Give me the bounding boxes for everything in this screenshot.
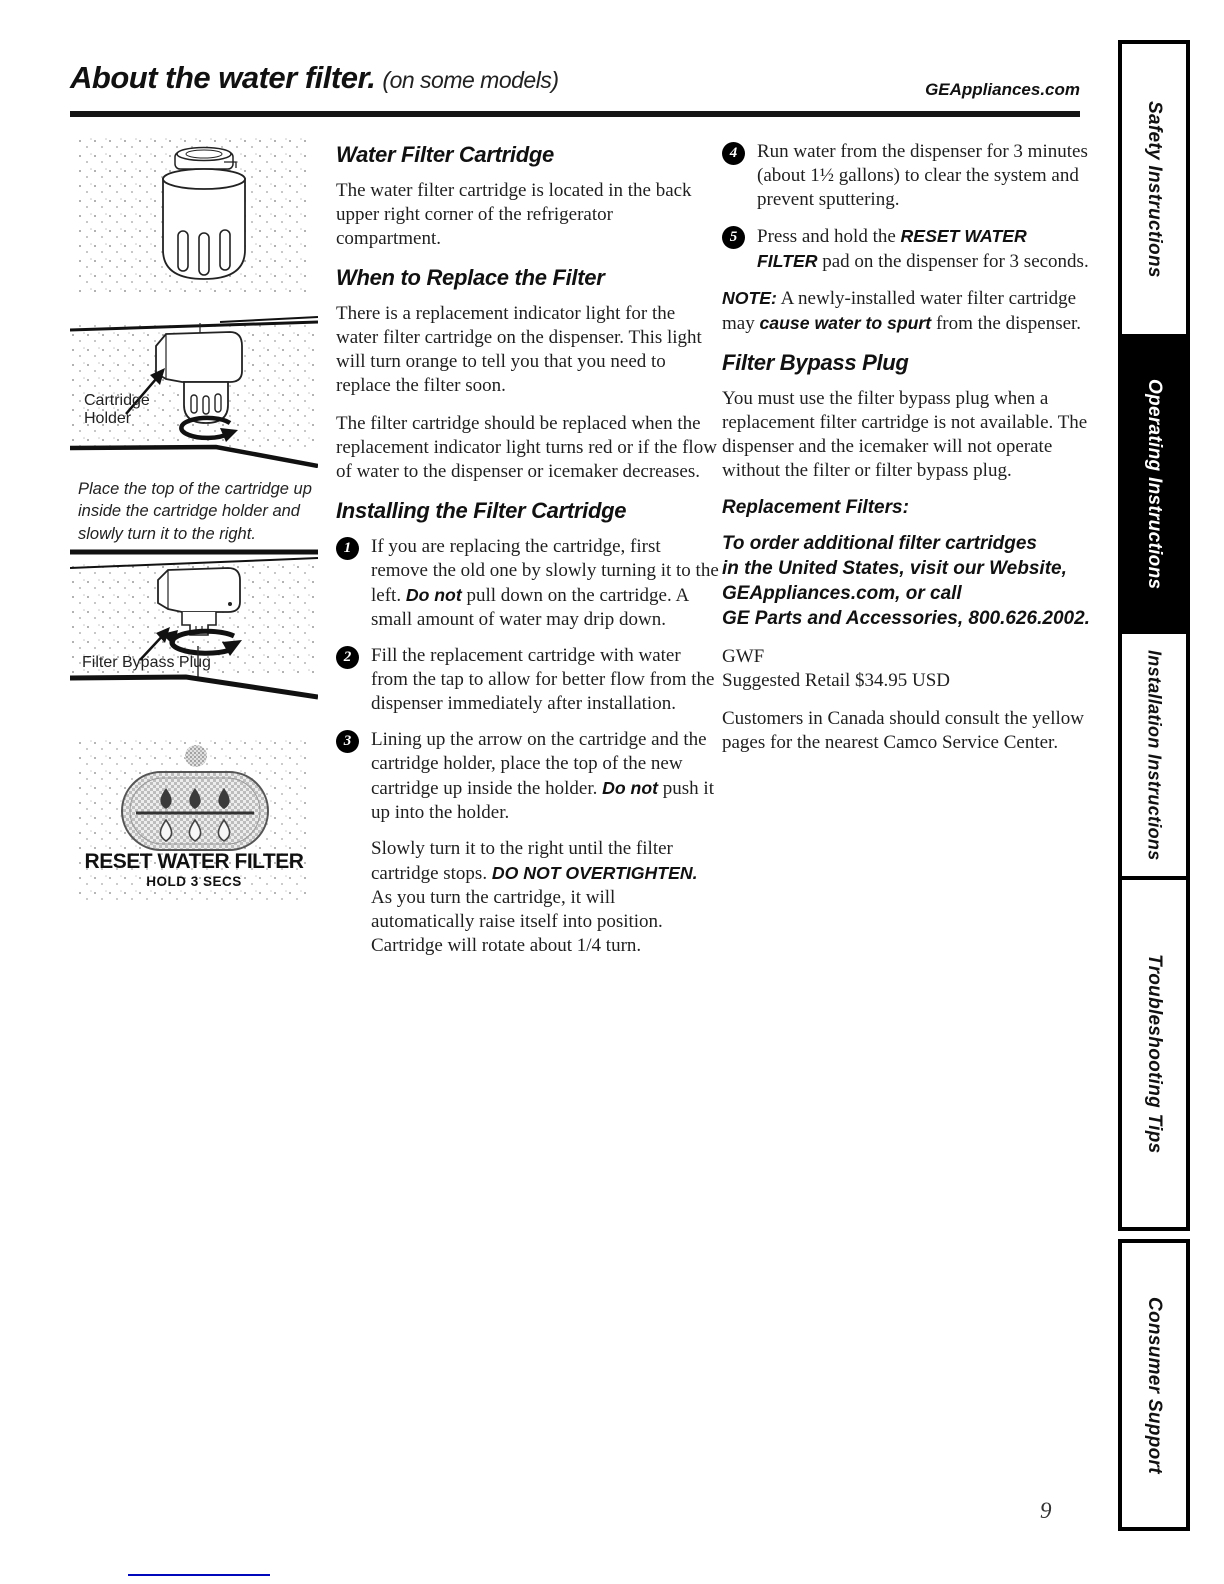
step-item-2: [336, 644, 722, 716]
tab-consumer-support-label: Consumer Support: [1144, 1296, 1165, 1474]
figure-reset-pad: [78, 740, 310, 900]
page-title: [70, 60, 559, 96]
step-3-badge: 3: [336, 730, 359, 753]
step-1-text: If you are replacing the cartridge, first remove the old one by slowly turning it to the left. Do not pull down on the cartridge. A small amount of water may drip down.: [371, 536, 719, 630]
paragraph-model-price: GWF Suggested Retail $34.95 USD: [722, 646, 950, 691]
tab-installation-instructions: [1118, 630, 1190, 880]
paragraph-cartridge-location: The water filter cartridge is located in the back upper right corner of the refrigerator compartment.: [336, 180, 692, 249]
step-5-badge: 5: [722, 226, 745, 249]
tab-installation-instructions-label: Installation Instructions: [1144, 649, 1165, 861]
step-5-text: Press and hold the RESET WATER FILTER pad on the dispenser for 3 seconds.: [757, 226, 1089, 272]
tab-operating-instructions: [1118, 334, 1190, 634]
section-heading-installing: Installing the Filter Cartridge: [336, 498, 627, 523]
paragraph-bypass-plug: You must use the filter bypass plug when a replacement filter cartridge is not available. The dispenser and the icemaker will not operate without the filter or filter bypass plug.: [722, 388, 1088, 481]
paragraph-canada: Customers in Canada should consult the yellow pages for the nearest Camco Service Center.: [722, 708, 1085, 753]
step-item-1: [336, 535, 722, 632]
step-2-text: Fill the replacement cartridge with water from the tap to allow for better flow from the dispenser immediately after installation.: [371, 645, 715, 714]
cartridge-holder-label: Cartridge Holder: [84, 392, 150, 428]
figure-caption: Place the top of the cartridge up inside the cartridge holder and slowly turn it to the right.: [78, 480, 312, 543]
paragraph-order-info: To order additional filter cartridges in the United States, visit our Website, GEAppliances.com, or call GE Parts and Accessories, 800.626.2002.: [722, 533, 1090, 629]
tab-consumer-support: [1118, 1239, 1190, 1531]
subheading-replacement-filters: Replacement Filters:: [722, 497, 909, 518]
tab-operating-instructions-label: Operating Instructions: [1144, 378, 1165, 590]
paragraph-overtighten: Slowly turn it to the right until the filter cartridge stops. DO NOT OVERTIGHTEN. As you turn the cartridge, it will automatically raise itself into position. Cartridge will rotate about 1/4 turn.: [371, 838, 698, 956]
header-rule: [70, 111, 1080, 117]
footer-scan-line: [128, 1574, 270, 1576]
models-note: (on some models): [382, 67, 559, 93]
figure-cartridge-holder: [70, 316, 318, 468]
step-item-5: [722, 224, 1092, 274]
reset-pad-sublabel: HOLD 3 SECS: [146, 874, 242, 889]
section-heading-filter-bypass: Filter Bypass Plug: [722, 350, 909, 375]
section-heading-water-filter-cartridge: Water Filter Cartridge: [336, 142, 554, 167]
water-filter-cartridge-illustration: [78, 138, 310, 296]
filter-bypass-plug-illustration: [70, 548, 318, 700]
section-heading-when-to-replace: When to Replace the Filter: [336, 265, 605, 290]
page-title-text: About the water filter.: [70, 60, 376, 95]
column-right: [722, 140, 1092, 769]
filter-bypass-plug-label: Filter Bypass Plug: [82, 654, 211, 671]
tab-safety-instructions-label: Safety Instructions: [1144, 100, 1165, 278]
step-4-text: Run water from the dispenser for 3 minutes (about 1½ gallons) to clear the system and prevent sputtering.: [757, 141, 1088, 210]
paragraph-indicator-light: There is a replacement indicator light for the water filter cartridge on the dispenser. This light will turn orange to tell you that you need to replace the filter soon.: [336, 303, 702, 396]
step-item-3: [336, 728, 722, 825]
step-1-badge: 1: [336, 537, 359, 560]
step-3-text: Lining up the arrow on the cartridge and the cartridge holder, place the top of the new cartridge up inside the holder. Do not push it up into the holder.: [371, 729, 714, 823]
step-item-4: [722, 140, 1092, 212]
column-middle: [336, 140, 722, 972]
figure-water-filter-cartridge: [78, 138, 310, 296]
website-text: GEAppliances.com: [925, 80, 1080, 99]
section-tab-sidebar: [1118, 40, 1190, 1531]
paragraph-replace-when: The filter cartridge should be replaced when the replacement indicator light turns red or if the flow of water to the dispenser or icemaker decreases.: [336, 413, 717, 482]
tab-troubleshooting-tips-label: Troubleshooting Tips: [1144, 953, 1165, 1154]
step-2-badge: 2: [336, 646, 359, 669]
tab-troubleshooting-tips: [1118, 876, 1190, 1231]
step-4-badge: 4: [722, 142, 745, 165]
paragraph-note: NOTE: A newly-installed water filter cartridge may cause water to spurt from the dispenser.: [722, 288, 1082, 334]
figure-filter-bypass-plug: [70, 548, 318, 700]
page-number: 9: [1040, 1498, 1052, 1523]
tab-safety-instructions: [1118, 40, 1190, 338]
reset-pad-label: RESET WATER FILTER: [84, 850, 304, 873]
